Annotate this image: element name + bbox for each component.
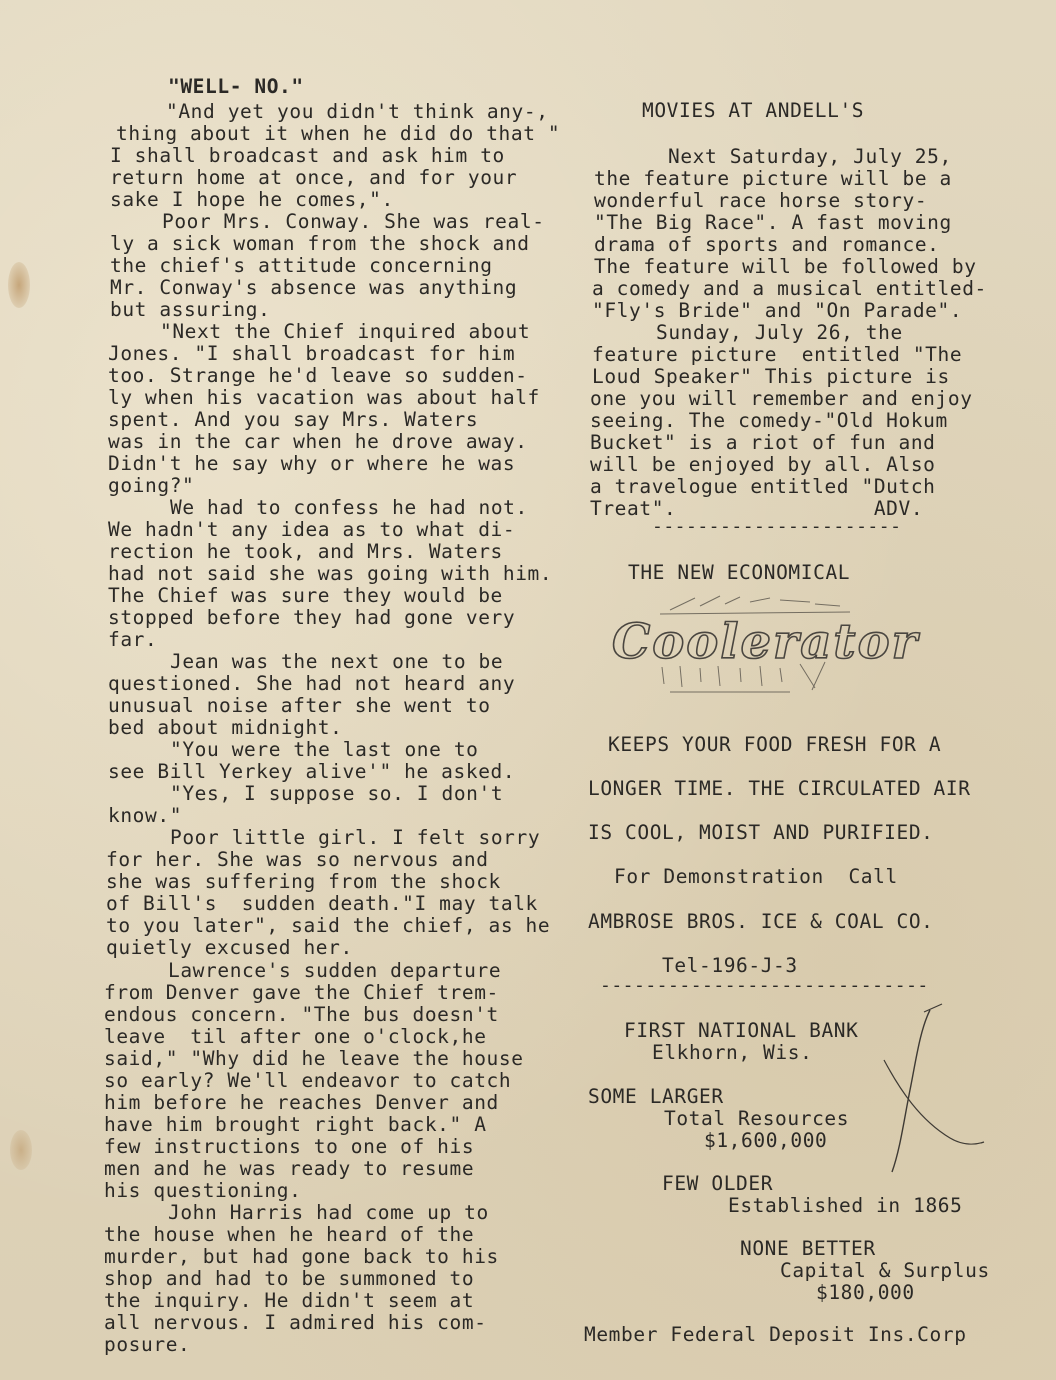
story-line: all nervous. I admired his com-	[104, 1311, 487, 1334]
story-line: she was suffering from the shock	[106, 870, 501, 893]
movies-line: The feature will be followed by	[594, 255, 977, 278]
movies-line: the feature picture will be a	[594, 167, 952, 190]
story-line: endous concern. "The bus doesn't	[104, 1003, 499, 1026]
story-line: going?"	[108, 474, 195, 497]
story-line: "You were the last one to	[170, 738, 479, 761]
movies-line: seeing. The comedy-"Old Hokum	[590, 409, 948, 432]
movies-line: Next Saturday, July 25,	[668, 145, 952, 168]
story-line: the inquiry. He didn't seem at	[104, 1289, 475, 1312]
story-line: few instructions to one of his	[104, 1135, 475, 1158]
section-divider: -----------------------------	[600, 975, 929, 996]
story-line: "And yet you didn't think any-,	[166, 100, 549, 123]
coolerator-logo	[600, 592, 919, 702]
story-line: "Yes, I suppose so. I don't	[170, 782, 504, 805]
story-line: quietly excused her.	[106, 936, 353, 959]
story-line: We had to confess he had not.	[170, 496, 528, 519]
story-line: the house when he heard of the	[104, 1223, 475, 1246]
bank-line: FEW OLDER	[662, 1172, 774, 1195]
movies-line: wonderful race horse story-	[594, 189, 928, 212]
section-divider: ----------------------	[652, 516, 902, 537]
story-line: thing about it when he did do that "	[116, 122, 561, 145]
story-line: know."	[108, 804, 183, 827]
story-line: stopped before they had gone very	[108, 606, 516, 629]
movies-line: will be enjoyed by all. Also	[590, 453, 936, 476]
coolerator-heading: THE NEW ECONOMICAL	[628, 561, 851, 584]
story-line: but assuring.	[110, 298, 271, 321]
movies-line: a comedy and a musical entitled-	[592, 277, 987, 300]
story-line: said," "Why did he leave the house	[104, 1047, 524, 1070]
story-line: have him brought right back." A	[104, 1113, 487, 1136]
pencil-mark	[880, 1000, 990, 1180]
bank-line: Established in 1865	[728, 1194, 963, 1217]
story-line: "Next the Chief inquired about	[160, 320, 531, 343]
paper-stain	[10, 1130, 32, 1170]
bank-line: Capital & Surplus	[780, 1259, 990, 1282]
story-line: Jones. "I shall broadcast for him	[108, 342, 516, 365]
movies-line: Loud Speaker" This picture is	[592, 365, 950, 388]
coolerator-line: IS COOL, MOIST AND PURIFIED.	[588, 821, 934, 844]
bank-line: $180,000	[816, 1281, 915, 1304]
story-line: John Harris had come up to	[168, 1201, 489, 1224]
movies-line: feature picture entitled "The	[592, 343, 963, 366]
story-line: of Bill's sudden death."I may talk	[106, 892, 538, 915]
story-line: the chief's attitude concerning	[110, 254, 493, 277]
bank-line: SOME LARGER	[588, 1085, 724, 1108]
coolerator-logo-text: Coolerator	[612, 614, 919, 670]
story-line: murder, but had gone back to his	[104, 1245, 499, 1268]
movies-line: one you will remember and enjoy	[590, 387, 973, 410]
bank-line: NONE BETTER	[740, 1237, 876, 1260]
story-line: was in the car when he drove away.	[108, 430, 528, 453]
movies-line: Sunday, July 26, the	[656, 321, 903, 344]
story-line: return home at once, and for your	[110, 166, 518, 189]
story-line: Mr. Conway's absence was anything	[110, 276, 518, 299]
story-line: The Chief was sure they would be	[108, 584, 503, 607]
story-line: Lawrence's sudden departure	[168, 959, 502, 982]
movies-line: "The Big Race". A fast moving	[594, 211, 952, 234]
paper-stain	[8, 262, 30, 308]
coolerator-line: Tel-196-J-3	[662, 954, 798, 977]
story-line: far.	[108, 628, 158, 651]
story-line: questioned. She had not heard any	[108, 672, 516, 695]
story-line: him before he reaches Denver and	[104, 1091, 499, 1114]
story-line: Jean was the next one to be	[170, 650, 504, 673]
story-line: shop and had to be summoned to	[104, 1267, 475, 1290]
story-line: men and he was ready to resume	[104, 1157, 475, 1180]
movies-heading: MOVIES AT ANDELL'S	[642, 99, 865, 122]
bank-footer: Member Federal Deposit Ins.Corp	[584, 1323, 967, 1346]
movies-line: a travelogue entitled "Dutch	[590, 475, 936, 498]
coolerator-line: KEEPS YOUR FOOD FRESH FOR A	[608, 733, 942, 756]
story-title: "WELL- NO."	[168, 75, 304, 98]
movies-line: Bucket" is a riot of fun and	[590, 431, 936, 454]
story-line: to you later", said the chief, as he	[106, 914, 551, 937]
story-line: We hadn't any idea as to what di-	[108, 518, 516, 541]
movies-line: Treat". ADV.	[590, 497, 924, 520]
story-line: unusual noise after she went to	[108, 694, 491, 717]
bank-line: Total Resources	[664, 1107, 850, 1130]
story-line: for her. She was so nervous and	[106, 848, 489, 871]
story-line: ly when his vacation was about half	[108, 386, 540, 409]
story-line: sake I hope he comes,".	[110, 188, 394, 211]
story-line: I shall broadcast and ask him to	[110, 144, 505, 167]
coolerator-line: For Demonstration Call	[614, 865, 898, 888]
movies-line: drama of sports and romance.	[594, 233, 940, 256]
story-line: ly a sick woman from the shock and	[110, 232, 530, 255]
story-line: rection he took, and Mrs. Waters	[108, 540, 503, 563]
coolerator-line: LONGER TIME. THE CIRCULATED AIR	[588, 777, 971, 800]
story-line: see Bill Yerkey alive'" he asked.	[108, 760, 516, 783]
coolerator-line: AMBROSE BROS. ICE & COAL CO.	[588, 910, 934, 933]
story-line: Didn't he say why or where he was	[108, 452, 516, 475]
story-line: posure.	[104, 1333, 191, 1356]
story-line: bed about midnight.	[108, 716, 343, 739]
story-line: Poor little girl. I felt sorry	[170, 826, 541, 849]
story-line: had not said she was going with him.	[108, 562, 553, 585]
bank-name: FIRST NATIONAL BANK	[624, 1019, 859, 1042]
bank-line: $1,600,000	[704, 1129, 828, 1152]
movies-line: "Fly's Bride" and "On Parade".	[592, 299, 963, 322]
story-line: too. Strange he'd leave so sudden-	[108, 364, 528, 387]
bank-location: Elkhorn, Wis.	[652, 1041, 813, 1064]
story-line: his questioning.	[104, 1179, 302, 1202]
story-line: Poor Mrs. Conway. She was real-	[162, 210, 545, 233]
story-line: so early? We'll endeavor to catch	[104, 1069, 512, 1092]
story-line: from Denver gave the Chief trem-	[104, 981, 499, 1004]
story-line: spent. And you say Mrs. Waters	[108, 408, 479, 431]
story-line: leave til after one o'clock,he	[104, 1025, 487, 1048]
